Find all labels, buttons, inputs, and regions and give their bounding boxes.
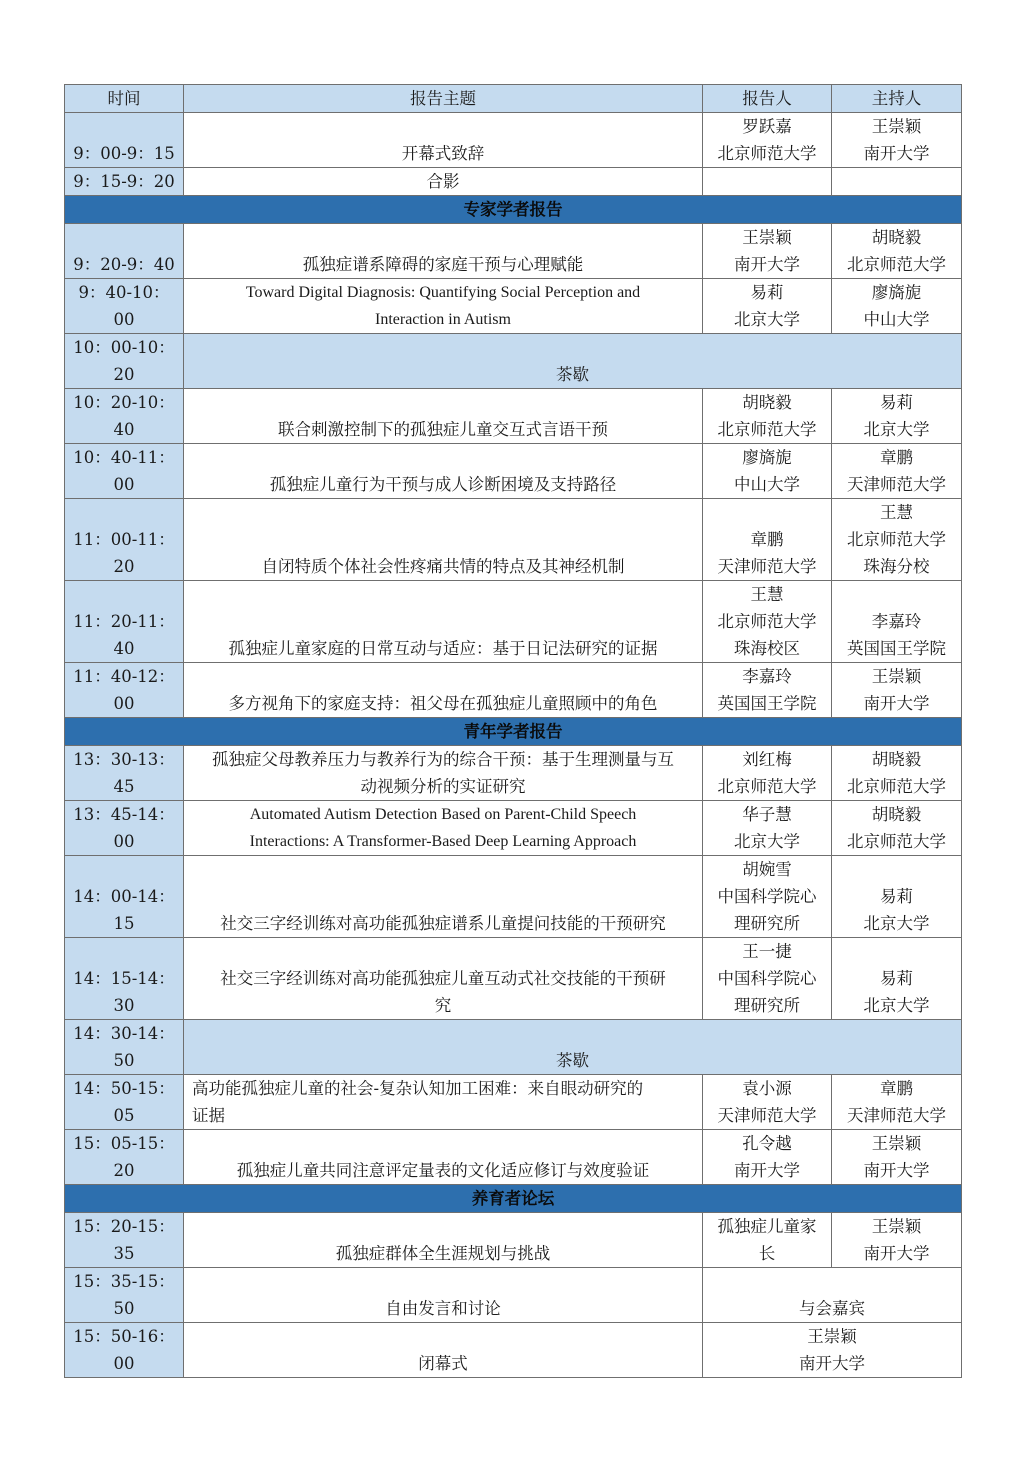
- topic-cell: 孤独症父母教养压力与教养行为的综合干预：基于生理测量与互 动视频分析的实证研究: [184, 746, 703, 801]
- topic-cell: 自由发言和讨论: [184, 1268, 703, 1323]
- topic-cell: 开幕式致辞: [184, 113, 703, 168]
- host-cell: 王慧 北京师范大学 珠海分校: [832, 499, 962, 581]
- topic-cell: Automated Autism Detection Based on Parent-Child Speech Interactions: A Transformer-Based Deep Learning Approach: [184, 801, 703, 856]
- header-speaker: 报告人: [703, 85, 832, 113]
- topic-cell: 孤独症群体全生涯规划与挑战: [184, 1213, 703, 1268]
- speaker-cell: 袁小源 天津师范大学: [703, 1075, 832, 1130]
- time-cell: 10：40-11： 00: [65, 444, 184, 499]
- speaker-cell: 华子慧 北京大学: [703, 801, 832, 856]
- tea-break-cell: 茶歇: [184, 334, 962, 389]
- section-header-experts: [65, 196, 962, 224]
- table-row: [65, 499, 962, 581]
- topic-cell: 孤独症谱系障碍的家庭干预与心理赋能: [184, 224, 703, 279]
- section-title: 专家学者报告: [65, 196, 962, 224]
- section-header-young: [65, 718, 962, 746]
- table-row: [65, 938, 962, 1020]
- speaker-cell: 刘红梅 北京师范大学: [703, 746, 832, 801]
- topic-cell: 联合刺激控制下的孤独症儿童交互式言语干预: [184, 389, 703, 444]
- host-cell: 李嘉玲 英国国王学院: [832, 581, 962, 663]
- host-cell: 王崇颖 南开大学: [832, 1130, 962, 1185]
- host-cell: 胡晓毅 北京师范大学: [832, 224, 962, 279]
- table-row: [65, 1213, 962, 1268]
- table-row: [65, 279, 962, 334]
- time-cell: 15：20-15： 35: [65, 1213, 184, 1268]
- closing-speaker-cell: 王崇颖 南开大学: [703, 1323, 962, 1378]
- table-row: [65, 113, 962, 168]
- topic-cell: 孤独症儿童共同注意评定量表的文化适应修订与效度验证: [184, 1130, 703, 1185]
- speaker-cell: [703, 168, 832, 196]
- speaker-cell: 罗跃嘉 北京师范大学: [703, 113, 832, 168]
- table-row: [65, 1075, 962, 1130]
- topic-cell: 高功能孤独症儿童的社会-复杂认知加工困难：来自眼动研究的 证据: [184, 1075, 703, 1130]
- topic-cell: 孤独症儿童行为干预与成人诊断困境及支持路径: [184, 444, 703, 499]
- time-cell: 10：20-10： 40: [65, 389, 184, 444]
- topic-cell: 社交三字经训练对高功能孤独症儿童互动式社交技能的干预研 究: [184, 938, 703, 1020]
- topic-cell: Toward Digital Diagnosis: Quantifying Social Perception and Interaction in Autism: [184, 279, 703, 334]
- time-cell: 13：45-14： 00: [65, 801, 184, 856]
- table-row: [65, 224, 962, 279]
- host-cell: 胡晓毅 北京师范大学: [832, 746, 962, 801]
- guests-cell: 与会嘉宾: [703, 1268, 962, 1323]
- topic-cell: 孤独症儿童家庭的日常互动与适应：基于日记法研究的证据: [184, 581, 703, 663]
- header-row: [65, 85, 962, 113]
- tea-break-cell: 茶歇: [184, 1020, 962, 1075]
- topic-cell: 自闭特质个体社会性疼痛共情的特点及其神经机制: [184, 499, 703, 581]
- time-cell: 9：40-10： 00: [65, 279, 184, 334]
- host-cell: 易莉 北京大学: [832, 389, 962, 444]
- host-cell: 王崇颖 南开大学: [832, 663, 962, 718]
- speaker-cell: 孤独症儿童家 长: [703, 1213, 832, 1268]
- speaker-cell: 王一捷 中国科学院心 理研究所: [703, 938, 832, 1020]
- time-cell: 13：30-13： 45: [65, 746, 184, 801]
- header-topic: 报告主题: [184, 85, 703, 113]
- table-row-break: [65, 334, 962, 389]
- host-cell: 章鹏 天津师范大学: [832, 1075, 962, 1130]
- time-cell: 14：30-14： 50: [65, 1020, 184, 1075]
- topic-cell: 社交三字经训练对高功能孤独症谱系儿童提问技能的干预研究: [184, 856, 703, 938]
- time-cell: 15：50-16： 00: [65, 1323, 184, 1378]
- table-row: [65, 856, 962, 938]
- table-row: [65, 801, 962, 856]
- header-host: 主持人: [832, 85, 962, 113]
- host-cell: 廖旖旎 中山大学: [832, 279, 962, 334]
- speaker-cell: 王崇颖 南开大学: [703, 224, 832, 279]
- time-cell: 11：40-12： 00: [65, 663, 184, 718]
- host-cell: 易莉 北京大学: [832, 938, 962, 1020]
- table-row: [65, 581, 962, 663]
- table-row: [65, 746, 962, 801]
- schedule-table: [64, 84, 962, 1378]
- time-cell: 14：00-14： 15: [65, 856, 184, 938]
- time-cell: 10：00-10： 20: [65, 334, 184, 389]
- table-row: [65, 168, 962, 196]
- header-time: 时间: [65, 85, 184, 113]
- speaker-cell: 胡晓毅 北京师范大学: [703, 389, 832, 444]
- time-cell: 15：35-15： 50: [65, 1268, 184, 1323]
- topic-cell: 合影: [184, 168, 703, 196]
- speaker-cell: 章鹏 天津师范大学: [703, 499, 832, 581]
- table-row: [65, 389, 962, 444]
- table-row: [65, 1268, 962, 1323]
- table-row: [65, 1323, 962, 1378]
- speaker-cell: 李嘉玲 英国国王学院: [703, 663, 832, 718]
- time-cell: 11：20-11： 40: [65, 581, 184, 663]
- speaker-cell: 胡婉雪 中国科学院心 理研究所: [703, 856, 832, 938]
- topic-cell: 多方视角下的家庭支持：祖父母在孤独症儿童照顾中的角色: [184, 663, 703, 718]
- time-cell: 9：00-9：15: [65, 113, 184, 168]
- time-cell: 9：15-9：20: [65, 168, 184, 196]
- time-cell: 14：15-14： 30: [65, 938, 184, 1020]
- topic-cell: 闭幕式: [184, 1323, 703, 1378]
- speaker-cell: 孔令越 南开大学: [703, 1130, 832, 1185]
- speaker-cell: 易莉 北京大学: [703, 279, 832, 334]
- speaker-cell: 王慧 北京师范大学 珠海校区: [703, 581, 832, 663]
- time-cell: 9：20-9：40: [65, 224, 184, 279]
- speaker-cell: 廖旖旎 中山大学: [703, 444, 832, 499]
- host-cell: [832, 168, 962, 196]
- section-title: 养育者论坛: [65, 1185, 962, 1213]
- table-row: [65, 1130, 962, 1185]
- time-cell: 11：00-11： 20: [65, 499, 184, 581]
- table-row: [65, 444, 962, 499]
- host-cell: 王崇颖 南开大学: [832, 1213, 962, 1268]
- host-cell: 章鹏 天津师范大学: [832, 444, 962, 499]
- section-header-caregivers: [65, 1185, 962, 1213]
- table-row: [65, 663, 962, 718]
- host-cell: 王崇颖 南开大学: [832, 113, 962, 168]
- section-title: 青年学者报告: [65, 718, 962, 746]
- host-cell: 胡晓毅 北京师范大学: [832, 801, 962, 856]
- time-cell: 15：05-15： 20: [65, 1130, 184, 1185]
- table-row-break: [65, 1020, 962, 1075]
- host-cell: 易莉 北京大学: [832, 856, 962, 938]
- time-cell: 14：50-15： 05: [65, 1075, 184, 1130]
